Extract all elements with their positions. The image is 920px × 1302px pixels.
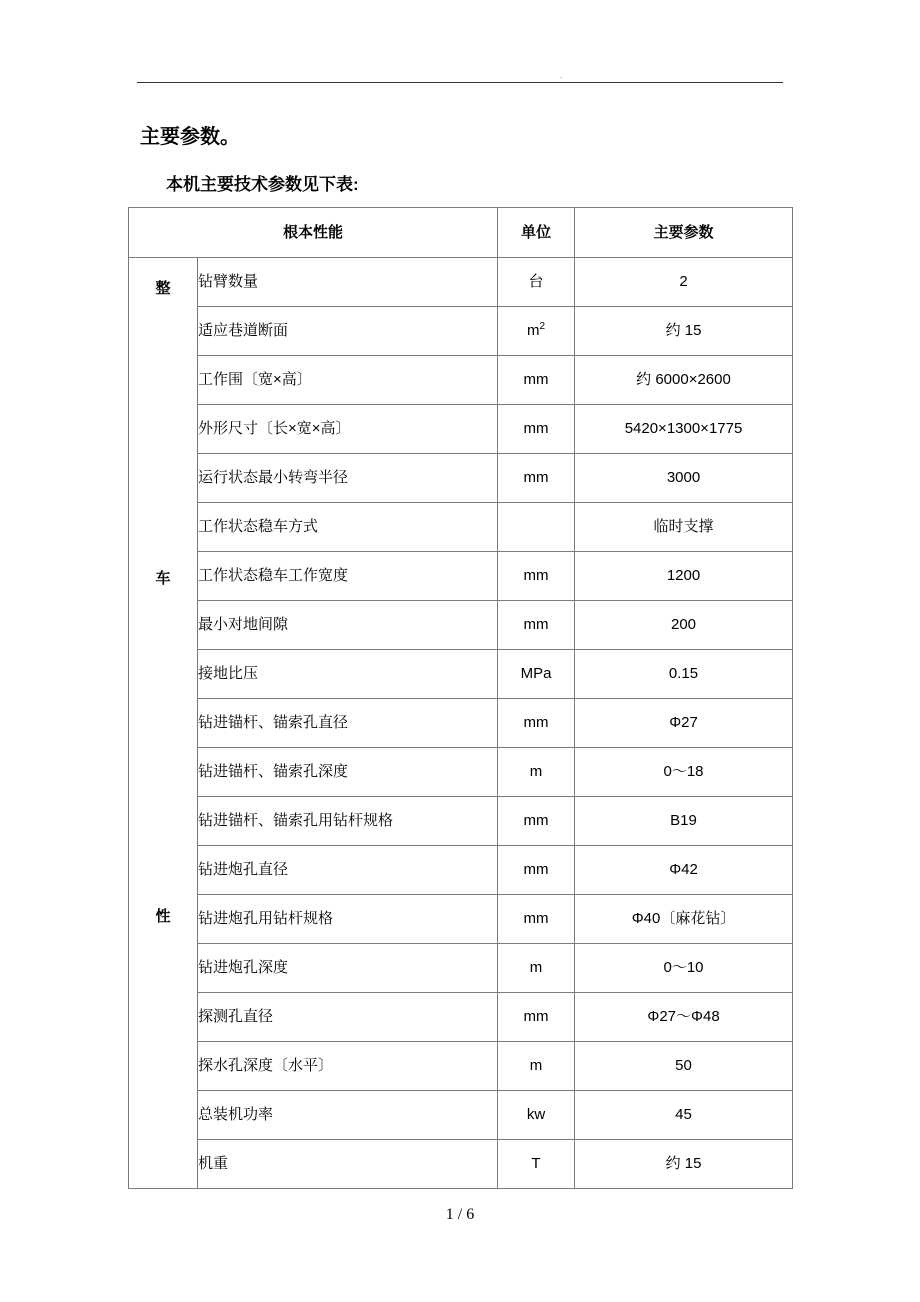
header-unit: 单位	[498, 208, 575, 258]
row-unit: mm	[498, 895, 575, 944]
row-unit: MPa	[498, 650, 575, 699]
row-value: 50	[575, 1042, 793, 1091]
row-unit: m	[498, 944, 575, 993]
table-header-row	[129, 208, 793, 258]
row-unit: mm	[498, 699, 575, 748]
header-rule	[137, 82, 783, 83]
table-row	[129, 601, 793, 650]
header-mark: .	[560, 71, 563, 80]
row-value: 约 15	[575, 1140, 793, 1189]
row-label: 钻进锚杆、锚索孔深度	[198, 748, 498, 797]
header-performance: 根本性能	[129, 208, 498, 258]
row-value: 3000	[575, 454, 793, 503]
group-char-3: 性	[155, 908, 171, 925]
table-row	[129, 650, 793, 699]
row-unit: mm	[498, 552, 575, 601]
table-row	[129, 895, 793, 944]
row-unit: kw	[498, 1091, 575, 1140]
row-label: 钻进锚杆、锚索孔直径	[198, 699, 498, 748]
table-row	[129, 1091, 793, 1140]
table-row	[129, 405, 793, 454]
table-row	[129, 1140, 793, 1189]
row-label: 钻进炮孔直径	[198, 846, 498, 895]
table-row	[129, 846, 793, 895]
section-title: 主要参数。	[140, 126, 240, 148]
table-row	[129, 552, 793, 601]
table-body	[129, 258, 793, 1189]
row-value: 0～10	[575, 944, 793, 993]
row-label: 机重	[198, 1140, 498, 1189]
group-char-2: 车	[155, 570, 171, 587]
row-unit: 台	[498, 258, 575, 307]
table-row	[129, 454, 793, 503]
row-value: 0.15	[575, 650, 793, 699]
row-unit: mm	[498, 797, 575, 846]
row-unit	[498, 307, 575, 356]
row-label: 最小对地间隙	[198, 601, 498, 650]
row-label: 钻进锚杆、锚索孔用钻杆规格	[198, 797, 498, 846]
table-row	[129, 748, 793, 797]
row-unit: mm	[498, 993, 575, 1042]
table-row	[129, 1042, 793, 1091]
table-row	[129, 356, 793, 405]
header-main-params: 主要参数	[575, 208, 793, 258]
group-label-vehicle-performance	[129, 258, 198, 1189]
spec-table	[128, 207, 793, 1189]
row-label: 工作围〔宽×高〕	[198, 356, 498, 405]
row-label: 钻进炮孔深度	[198, 944, 498, 993]
row-label: 运行状态最小转弯半径	[198, 454, 498, 503]
table-row	[129, 307, 793, 356]
row-value: 2	[575, 258, 793, 307]
group-char-1: 整	[155, 280, 171, 297]
row-value: Φ27	[575, 699, 793, 748]
row-value: 1200	[575, 552, 793, 601]
row-value: 约 6000×2600	[575, 356, 793, 405]
table-row	[129, 699, 793, 748]
row-value: 约 15	[575, 307, 793, 356]
row-value: Φ42	[575, 846, 793, 895]
row-label: 工作状态稳车方式	[198, 503, 498, 552]
row-label: 钻臂数量	[198, 258, 498, 307]
row-unit: mm	[498, 405, 575, 454]
table-intro: 本机主要技术参数见下表:	[166, 175, 359, 194]
row-value: B19	[575, 797, 793, 846]
row-value: Φ40〔麻花钻〕	[575, 895, 793, 944]
row-label: 适应巷道断面	[198, 307, 498, 356]
row-unit: T	[498, 1140, 575, 1189]
table-row	[129, 797, 793, 846]
row-label: 钻进炮孔用钻杆规格	[198, 895, 498, 944]
row-unit: mm	[498, 356, 575, 405]
row-label: 外形尺寸〔长×宽×高〕	[198, 405, 498, 454]
row-value: 0～18	[575, 748, 793, 797]
row-value: 45	[575, 1091, 793, 1140]
row-unit: mm	[498, 454, 575, 503]
unit-base: m	[526, 322, 540, 339]
row-value: 200	[575, 601, 793, 650]
row-unit: mm	[498, 846, 575, 895]
row-label: 工作状态稳车工作宽度	[198, 552, 498, 601]
table-row	[129, 258, 793, 307]
table-row	[129, 944, 793, 993]
row-label: 探水孔深度〔水平〕	[198, 1042, 498, 1091]
unit-superscript: 2	[539, 321, 546, 332]
row-label: 接地比压	[198, 650, 498, 699]
row-value: 临时支撑	[575, 503, 793, 552]
row-value: Φ27～Φ48	[575, 993, 793, 1042]
row-label: 总装机功率	[198, 1091, 498, 1140]
row-unit: mm	[498, 601, 575, 650]
row-unit	[498, 503, 575, 552]
page-indicator: 1 / 6	[445, 1206, 475, 1223]
row-label: 探测孔直径	[198, 993, 498, 1042]
table-row	[129, 503, 793, 552]
row-value: 5420×1300×1775	[575, 405, 793, 454]
row-unit: m	[498, 748, 575, 797]
table-row	[129, 993, 793, 1042]
row-unit: m	[498, 1042, 575, 1091]
